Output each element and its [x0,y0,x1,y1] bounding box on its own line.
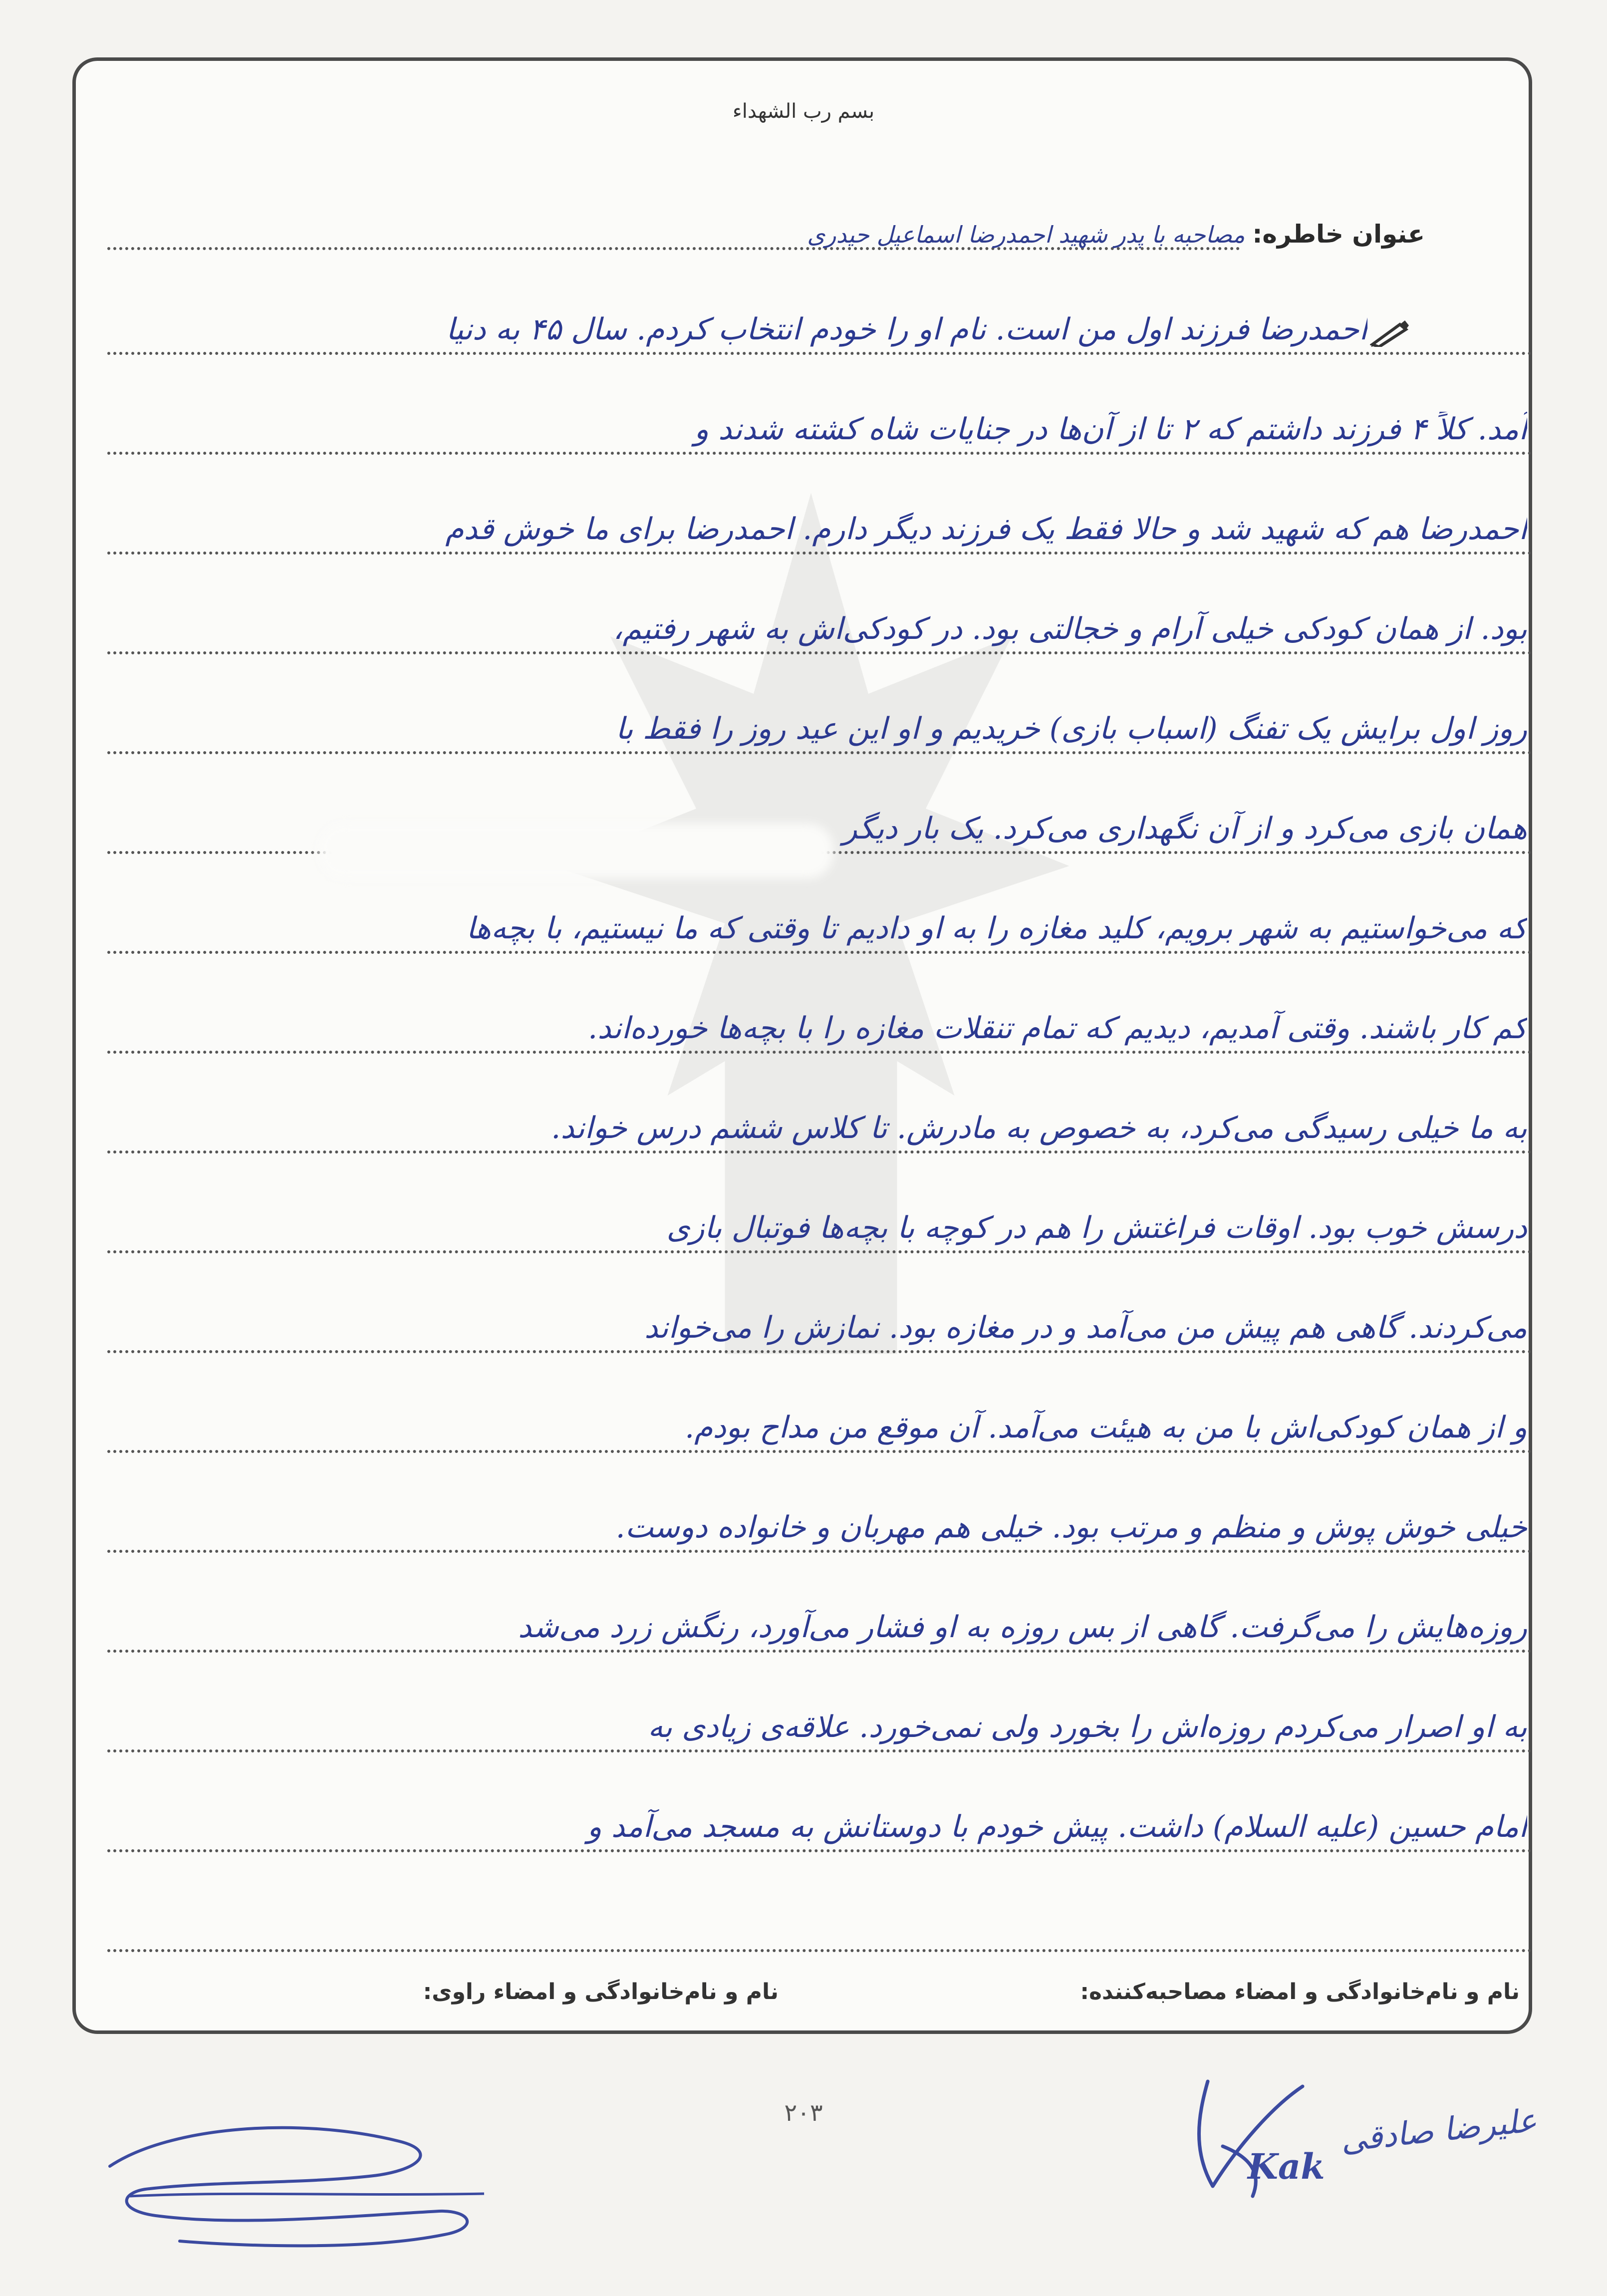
pen-icon [1370,319,1410,347]
ruled-line [107,1749,1532,1752]
subject-row [807,220,1425,249]
ruled-line [107,1949,1532,1952]
subject-value: مصاحبه با پدر شهید احمدرضا اسماعیل حیدری [807,221,1245,248]
ruled-line [107,651,1532,654]
handwritten-line: آمد. کلاً ۴ فرزند داشتم که ۲ تا از آن‌ها در جنایات شاه کشته شدند و [694,412,1527,447]
ruled-line [107,1250,1532,1253]
ruled-line [107,1051,1532,1054]
handwritten-line: که می‌خواستیم به شهر برویم، کلید مغازه را به او دادیم تا وقتی که ما نیستیم، با بچه‌ها [466,911,1527,946]
top-title: بسم رب الشهداء [732,100,875,123]
ruled-line [107,1849,1532,1852]
handwritten-line: روز اول برایش یک تفنگ (اسباب بازی) خریدیم و او این عید روز را فقط با [615,711,1527,746]
ruled-line [107,1450,1532,1453]
signature-right-name: علیرضا صادقی [1339,2102,1539,2160]
page-number: ۲۰۳ [784,2099,823,2127]
handwritten-line: و از همان کودکی‌اش با من به هیئت می‌آمد. آن موقع من مداح بودم. [685,1410,1527,1445]
ruled-line [107,552,1532,555]
handwritten-line: روزه‌هایش را می‌گرفت. گاهی از بس روزه به او فشار می‌آورد، رنگش زرد می‌شد [518,1610,1527,1645]
ruled-line [107,452,1532,455]
handwritten-line: همان بازی می‌کرد و از آن نگهداری می‌کرد. یک بار دیگر [842,811,1527,846]
handwritten-line: درسش خوب بود. اوقات فراغتش را هم در کوچه با بچه‌ها فوتبال بازی [666,1210,1527,1245]
narrator-signature-label: نام و نام‌خانوادگی و امضاء راوی: [423,1979,779,2005]
ruled-line [107,352,1532,355]
handwritten-line: خیلی خوش پوش و منظم و مرتب بود. خیلی هم مهربان و خانواده دوست. [615,1510,1527,1545]
ruled-line [107,1350,1532,1353]
handwritten-line: کم کار باشند. وقتی آمدیم، دیدیم که تمام تنقلات مغازه را با بچه‌ها خورده‌اند. [588,1011,1527,1046]
subject-label: عنوان خاطره: [1252,220,1425,249]
ruled-line [107,951,1532,954]
handwritten-line: احمدرضا فرزند اول من است. نام او را خودم انتخاب کردم. سال ۴۵ به دنیا [446,312,1367,347]
signature-right-mark [1178,2071,1338,2201]
interviewer-signature-label: نام و نام‌خانوادگی و امضاء مصاحبه‌کننده: [1080,1979,1520,2005]
ruled-line [107,1150,1532,1153]
handwritten-line: به ما خیلی رسیدگی می‌کرد، به خصوص به مادرش. تا کلاس ششم درس خواند. [551,1111,1527,1146]
handwritten-line: امام حسین (علیه السلام) داشت. پیش خودم با دوستانش به مسجد می‌آمد و [587,1809,1527,1844]
ruled-line [107,751,1532,754]
signature-left [90,2096,499,2261]
signature-mark-text: Kak [1248,2146,1325,2187]
handwritten-line: به او اصرار می‌کردم روزه‌اش را بخورد ولی نمی‌خورد. علاقه‌ی زیادی به [648,1710,1527,1744]
ruled-line [107,1650,1532,1653]
redaction-patch [319,824,833,878]
ruled-line [107,1550,1532,1553]
handwritten-line: احمدرضا هم که شهید شد و حالا فقط یک فرزند دیگر دارم. احمدرضا برای ما خوش قدم [445,512,1527,547]
handwritten-line: می‌کردند. گاهی هم پیش من می‌آمد و در مغازه بود. نمازش را می‌خواند [644,1310,1527,1345]
handwritten-line: بود. از همان کودکی خیلی آرام و خجالتی بود. در کودکی‌اش به شهر رفتیم، [613,611,1527,646]
